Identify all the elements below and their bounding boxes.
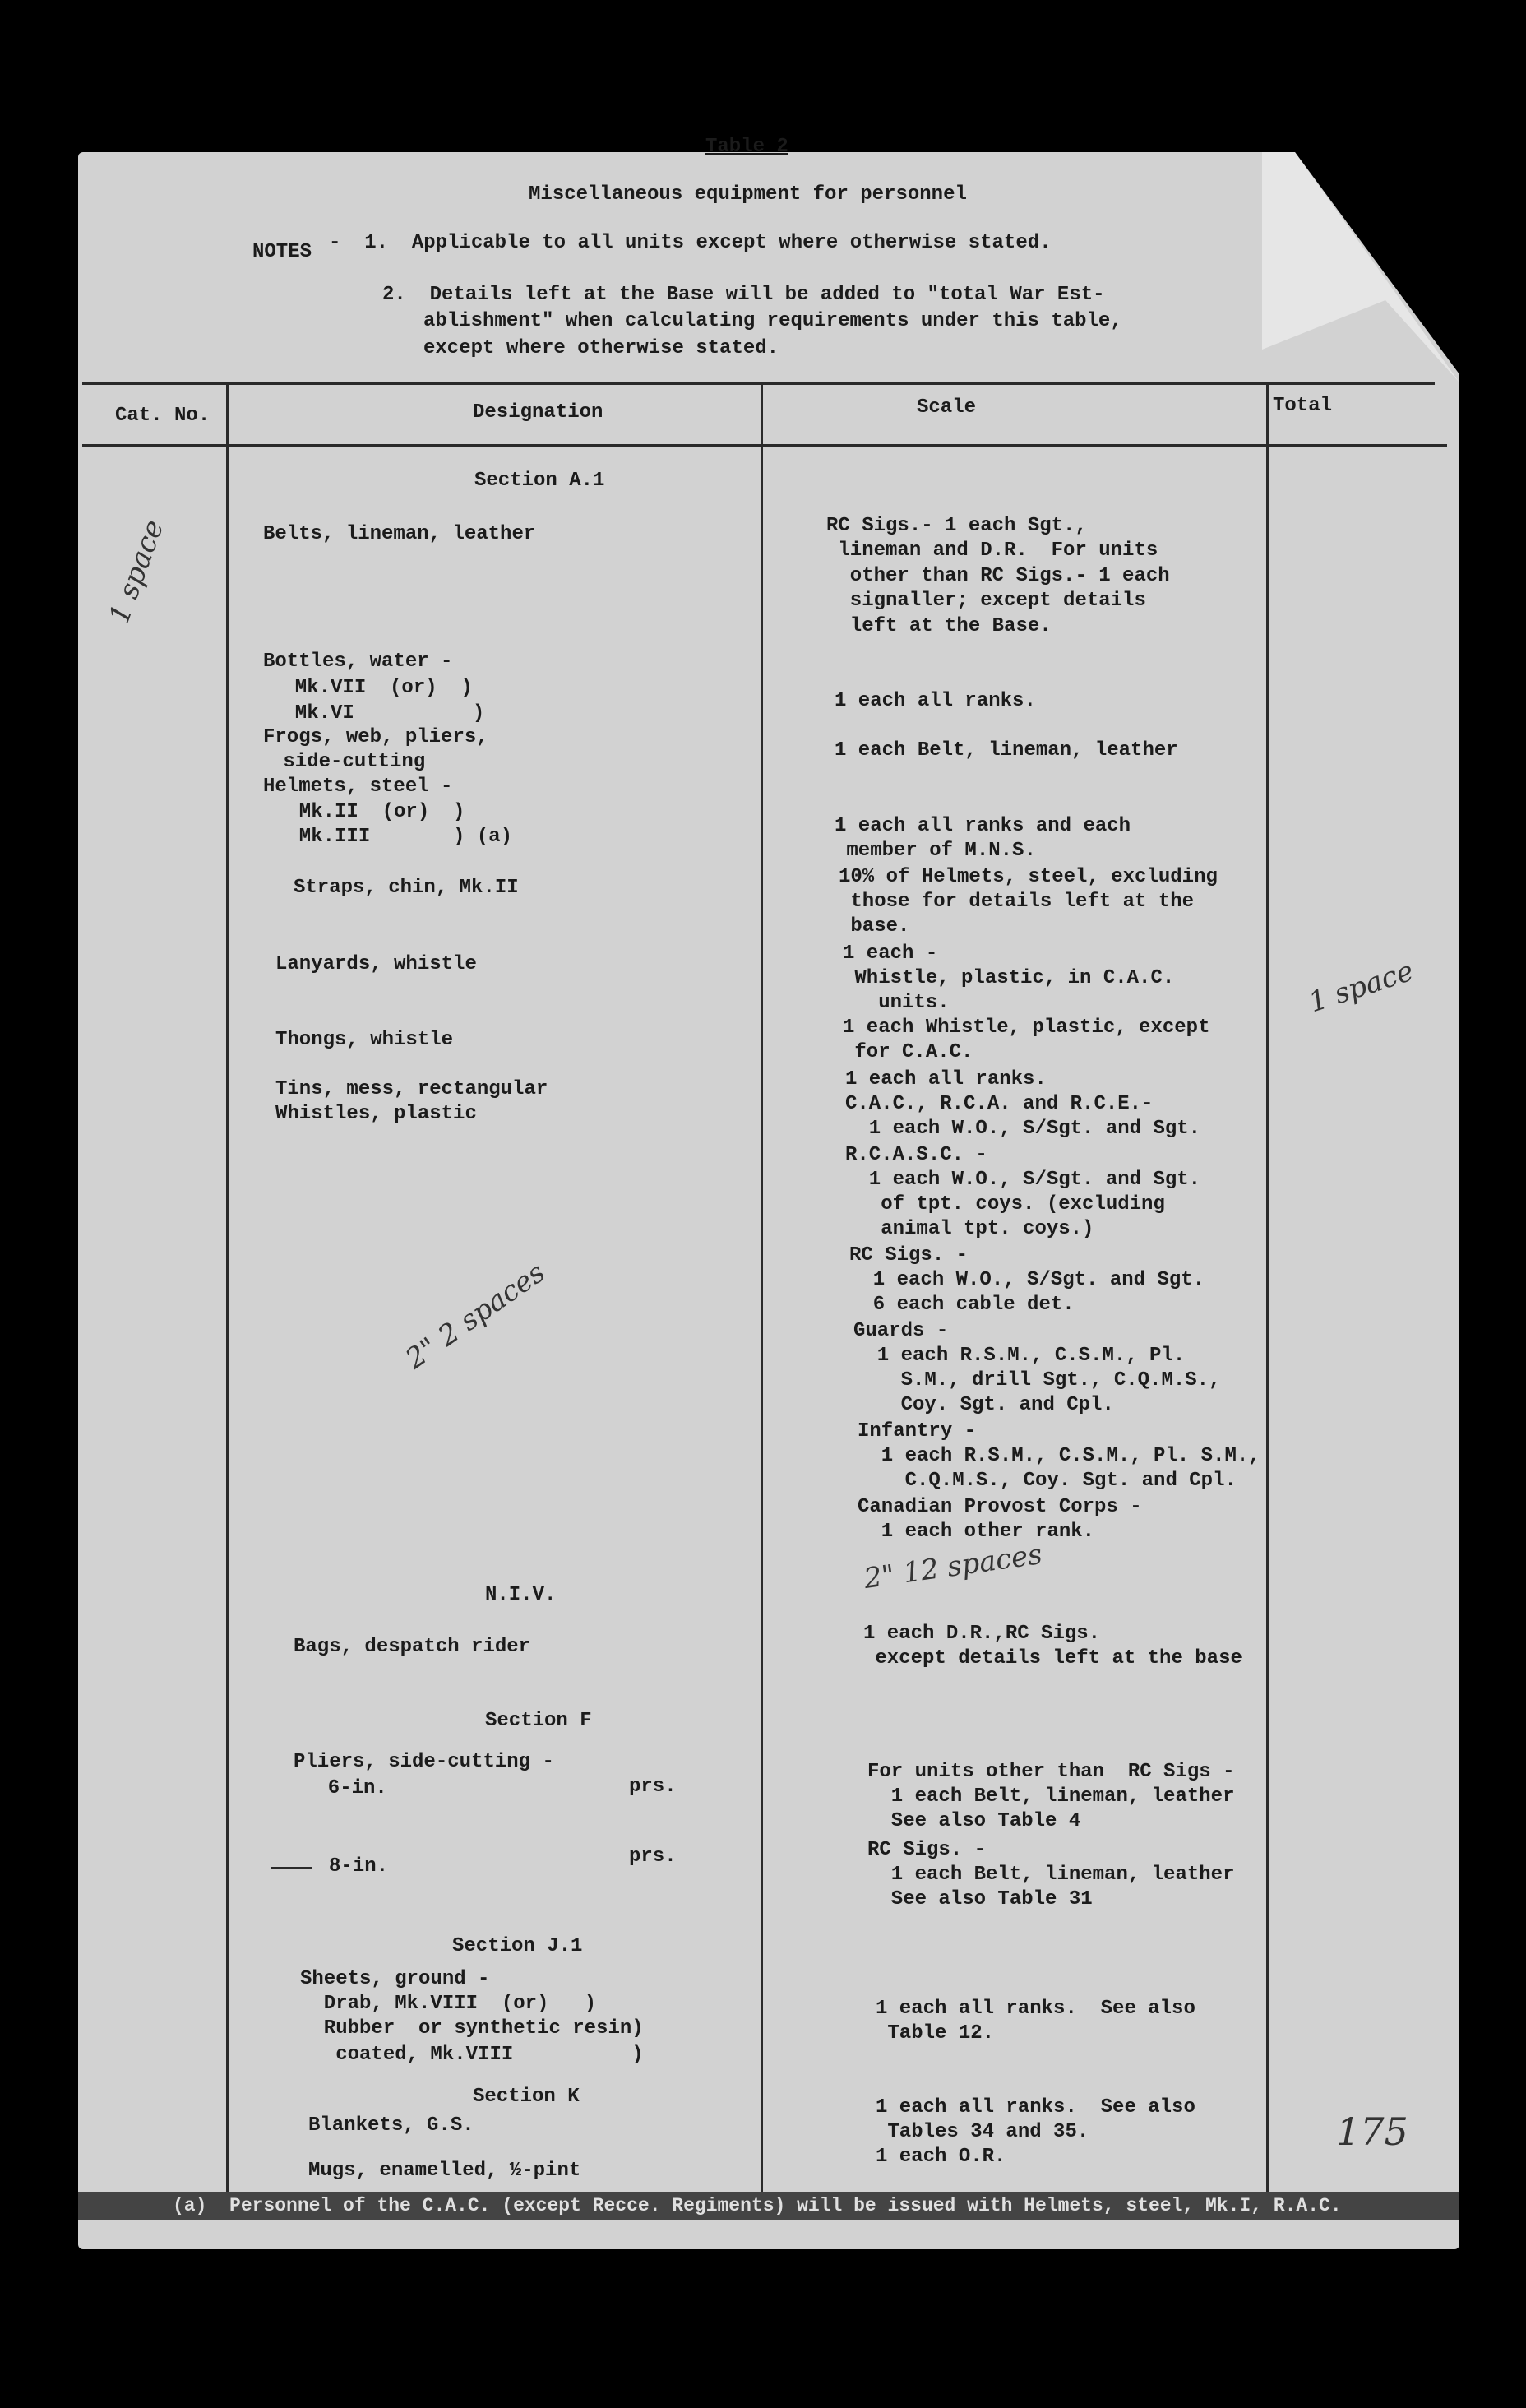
scale-line: 1 each all ranks. [845, 1068, 1047, 1091]
designation-line: prs. [629, 1776, 677, 1798]
scale-line: 1 each Whistle, plastic, except [843, 1016, 1210, 1039]
scale-line: signaller; except details [826, 590, 1146, 612]
scale-line: except details left at the base [863, 1647, 1242, 1669]
footnote-a: (a) Personnel of the C.A.C. (except Recce. Regiments) will be issued with Helmets, steel, Mk.I, R.A.C. [78, 2192, 1459, 2220]
col-divider-scale [1266, 382, 1269, 2192]
designation-line: Pliers, side-cutting - [294, 1751, 554, 1773]
designation-line: Section A.1 [474, 470, 605, 492]
notes-label: NOTES [252, 241, 312, 263]
table-top-border [82, 382, 1435, 385]
designation-line: side-cutting [271, 751, 426, 773]
designation-line: Sheets, ground - [300, 1968, 490, 1990]
scale-line: RC Sigs.- 1 each Sgt., [826, 515, 1087, 537]
table-subtitle: Miscellaneous equipment for personnel [529, 183, 967, 206]
scale-line: See also Table 4 [867, 1810, 1081, 1832]
scale-line: Coy. Sgt. and Cpl. [853, 1394, 1114, 1416]
scale-line: 1 each W.O., S/Sgt. and Sgt. [845, 1169, 1201, 1191]
designation-line: Tins, mess, rectangular [275, 1078, 548, 1100]
col-divider-cat [226, 382, 229, 2192]
scale-line: 1 each Belt, lineman, leather [867, 1785, 1235, 1808]
scale-line: lineman and D.R. For units [826, 539, 1158, 562]
designation-line: Mk.VII (or) ) [271, 677, 473, 699]
designation-line: Whistles, plastic [275, 1103, 477, 1125]
designation-line: Mk.II (or) ) [275, 801, 465, 823]
scale-line: For units other than RC Sigs - [867, 1761, 1235, 1783]
designation-line: Belts, lineman, leather [263, 523, 536, 545]
dash-mark [271, 1867, 312, 1869]
designation-line: coated, Mk.VIII ) [300, 2044, 644, 2066]
handwritten-note-left-margin: 1 space [103, 515, 171, 628]
scale-line: R.C.A.S.C. - [845, 1144, 987, 1166]
scale-line: 1 each W.O., S/Sgt. and Sgt. [849, 1269, 1205, 1291]
scale-line: 1 each Belt, lineman, leather [867, 1864, 1235, 1886]
scale-line: units. [843, 992, 950, 1014]
designation-line: 6-in. [304, 1777, 387, 1799]
scale-line: Tables 34 and 35. [876, 2121, 1089, 2143]
scale-line: 1 each all ranks. See also [876, 2096, 1195, 2119]
scale-line: 1 each all ranks. See also [876, 1998, 1195, 2020]
header-bottom-border [82, 444, 1447, 447]
scale-line: Infantry - [858, 1420, 977, 1442]
scale-line: Whistle, plastic, in C.A.C. [843, 967, 1175, 989]
scale-line: 1 each R.S.M., C.S.M., Pl. [853, 1345, 1186, 1367]
designation-line: Helmets, steel - [263, 776, 453, 798]
designation-line: Section J.1 [452, 1935, 583, 1957]
designation-line: Bags, despatch rider [294, 1636, 531, 1658]
col-header-total: Total [1273, 395, 1333, 417]
scale-line: those for details left at the [839, 891, 1195, 913]
designation-line: Section F [485, 1710, 592, 1732]
scale-line: member of M.N.S. [835, 840, 1036, 862]
scale-line: 10% of Helmets, steel, excluding [839, 866, 1218, 888]
document-page [78, 152, 1459, 2249]
designation-line: Straps, chin, Mk.II [294, 877, 519, 899]
scale-line: S.M., drill Sgt., C.Q.M.S., [853, 1369, 1221, 1392]
note-2-line-2: ablishment" when calculating requirements under this table, [423, 310, 1122, 332]
scale-line: 1 each R.S.M., C.S.M., Pl. S.M., [858, 1445, 1260, 1467]
note-2-line-1: 2. Details left at the Base will be added to "total War Est- [382, 284, 1105, 306]
designation-line: Drab, Mk.VIII (or) ) [300, 1993, 597, 2015]
scale-line: of tpt. coys. (excluding [845, 1193, 1165, 1216]
scale-line: 6 each cable det. [849, 1294, 1075, 1316]
scale-line: 1 each - [843, 942, 938, 965]
scale-line: RC Sigs. - [867, 1839, 987, 1861]
col-header-cat-no: Cat. No. [115, 405, 210, 427]
designation-line: Thongs, whistle [275, 1029, 454, 1051]
table-label: Table 2 [705, 136, 788, 158]
scale-line: See also Table 31 [867, 1888, 1093, 1910]
scale-line: 1 each all ranks. [835, 690, 1036, 712]
handwritten-page-number: 175 [1336, 2109, 1408, 2154]
scale-line: 1 each Belt, lineman, leather [835, 739, 1178, 762]
scale-line: base. [839, 915, 910, 938]
designation-line: 8-in. [329, 1855, 389, 1878]
scale-line: RC Sigs. - [849, 1244, 969, 1267]
designation-line: N.I.V. [485, 1584, 557, 1606]
scale-line: for C.A.C. [843, 1041, 973, 1063]
handwritten-note-scale: 2" 12 spaces [862, 1538, 1044, 1595]
scale-line: C.Q.M.S., Coy. Sgt. and Cpl. [858, 1470, 1237, 1492]
scale-line: animal tpt. coys.) [845, 1218, 1094, 1240]
scale-line: C.A.C., R.C.A. and R.C.E.- [845, 1093, 1154, 1115]
designation-line: Blankets, G.S. [308, 2114, 474, 2137]
scale-line: other than RC Sigs.- 1 each [826, 565, 1170, 587]
scale-line: 1 each O.R. [876, 2146, 1006, 2168]
scale-line: left at the Base. [826, 615, 1052, 637]
designation-line: Mugs, enamelled, ½-pint [308, 2160, 581, 2182]
designation-line: Section K [473, 2086, 580, 2108]
designation-line: Bottles, water - [263, 651, 453, 673]
scale-line: 1 each W.O., S/Sgt. and Sgt. [845, 1118, 1201, 1140]
col-header-designation: Designation [473, 401, 603, 424]
scale-line: 1 each other rank. [858, 1521, 1095, 1543]
designation-line: Frogs, web, pliers, [263, 726, 488, 748]
designation-line: Mk.III ) (a) [275, 826, 513, 848]
designation-line: prs. [629, 1845, 677, 1868]
scale-line: Guards - [853, 1320, 949, 1342]
designation-line: Lanyards, whistle [275, 953, 477, 975]
note-1: - 1. Applicable to all units except where otherwise stated. [329, 232, 1052, 254]
col-header-scale: Scale [917, 396, 977, 419]
scale-line: 1 each D.R.,RC Sigs. [863, 1623, 1101, 1645]
note-2-line-3: except where otherwise stated. [423, 337, 779, 359]
scale-line: Canadian Provost Corps - [858, 1496, 1142, 1518]
col-divider-designation [761, 382, 763, 2192]
scale-line: 1 each all ranks and each [835, 815, 1131, 837]
scale-line: Table 12. [876, 2022, 995, 2044]
designation-line: Mk.VI ) [271, 702, 485, 725]
handwritten-note-total: 1 space [1305, 954, 1418, 1020]
designation-line: Rubber or synthetic resin) [300, 2017, 644, 2040]
handwritten-note-designation: 2" 2 spaces [400, 1256, 552, 1376]
